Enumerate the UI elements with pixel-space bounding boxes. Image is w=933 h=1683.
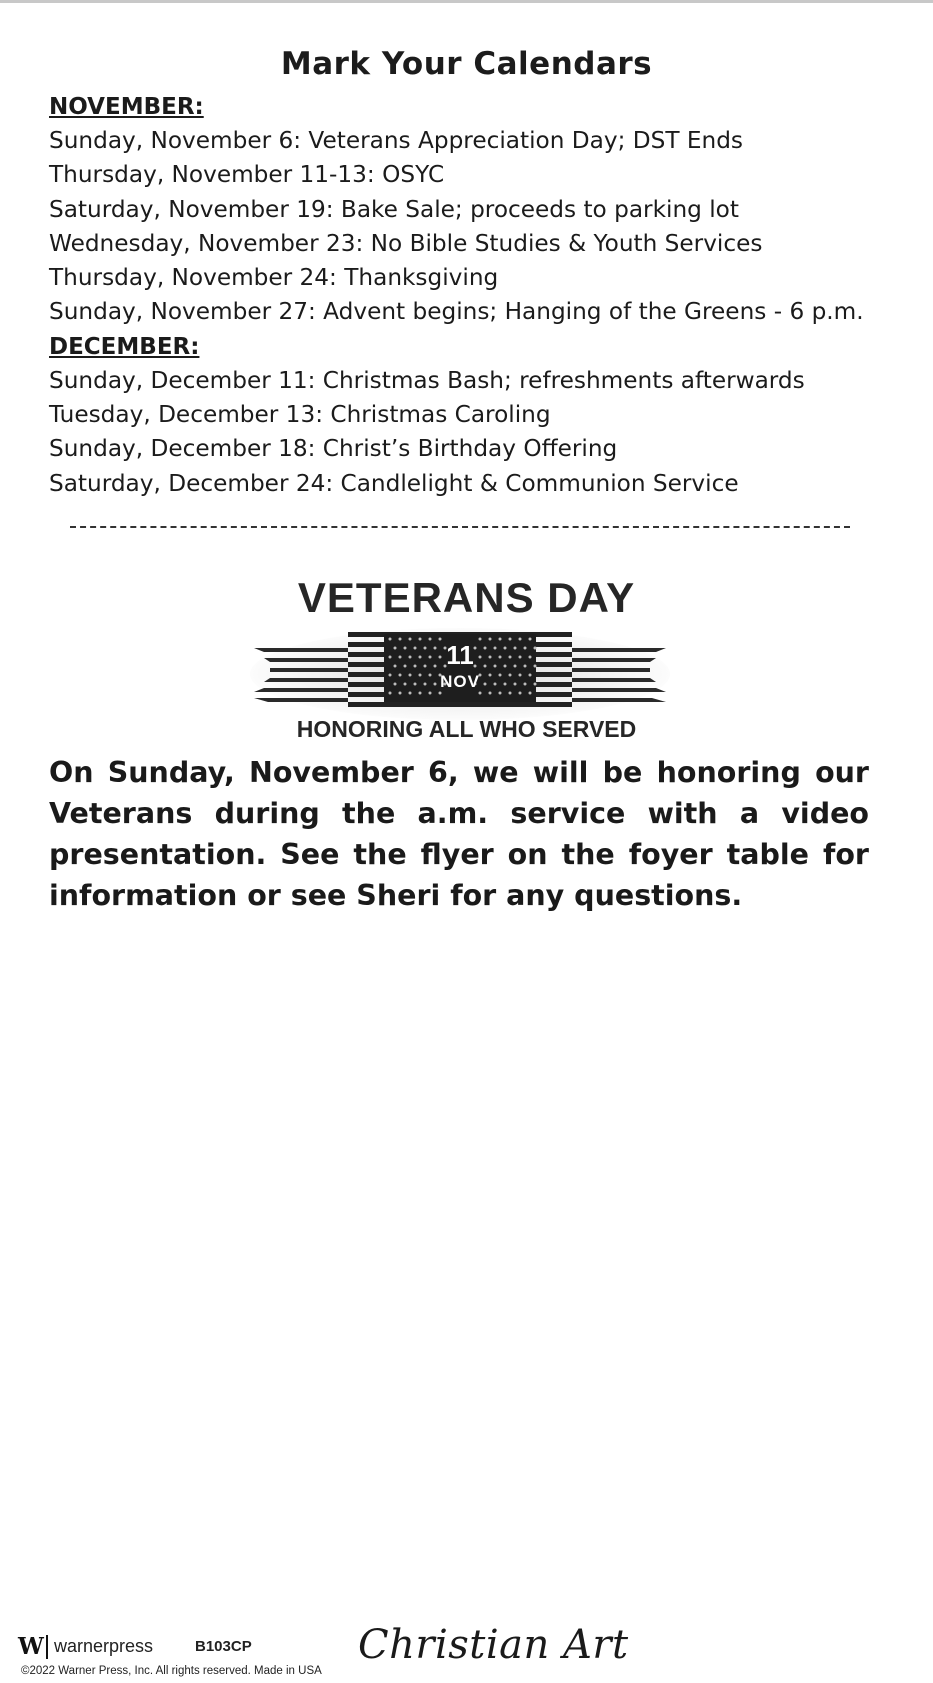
veterans-day-subtitle: HONORING ALL WHO SERVED	[296, 716, 637, 742]
event-item: Thursday, November 11-13: OSYC	[49, 161, 445, 189]
copyright-notice: ©2022 Warner Press, Inc. All rights reserved. Made in USA	[21, 1665, 322, 1677]
ribbon-month: NOV	[440, 672, 480, 691]
logo-separator	[46, 1635, 48, 1659]
product-code: B103CP	[195, 1638, 252, 1655]
announcement-text: On Sunday, November 6, we will be honoring our Veterans during the a.m. service with a video presentation. See the flyer on the foyer table for information or see Sheri for any questions.	[49, 756, 869, 912]
christian-art-logo: Christian Art	[358, 1622, 629, 1668]
dashed-divider	[70, 526, 850, 528]
event-item: Sunday, November 27: Advent begins; Hanging of the Greens - 6 p.m.	[49, 298, 864, 326]
flag-ribbon-graphic	[248, 626, 672, 722]
veterans-day-title: VETERANS DAY	[297, 574, 636, 621]
event-item: Saturday, December 24: Candlelight & Communion Service	[49, 469, 739, 497]
warnerpress-logo: W	[18, 1633, 44, 1660]
top-edge-line	[0, 0, 933, 3]
event-item: Thursday, November 24: Thanksgiving	[49, 264, 499, 292]
ribbon-day: 11	[446, 640, 474, 670]
event-item: Sunday, December 11: Christmas Bash; refreshments afterwards	[49, 366, 805, 394]
event-item: Saturday, November 19: Bake Sale; proceeds to parking lot	[49, 195, 739, 223]
event-item: Sunday, December 18: Christ’s Birthday Offering	[49, 435, 618, 463]
page-title: Mark Your Calendars	[280, 46, 653, 82]
publisher-name: warnerpress	[54, 1636, 154, 1656]
event-item: Tuesday, December 13: Christmas Caroling	[49, 401, 551, 429]
month-heading-november: NOVEMBER:	[49, 94, 204, 120]
calendar-events	[49, 90, 919, 501]
event-item: Wednesday, November 23: No Bible Studies & Youth Services	[49, 229, 763, 257]
event-item: Sunday, November 6: Veterans Appreciation Day; DST Ends	[49, 127, 744, 154]
month-heading-december: DECEMBER:	[49, 333, 200, 360]
